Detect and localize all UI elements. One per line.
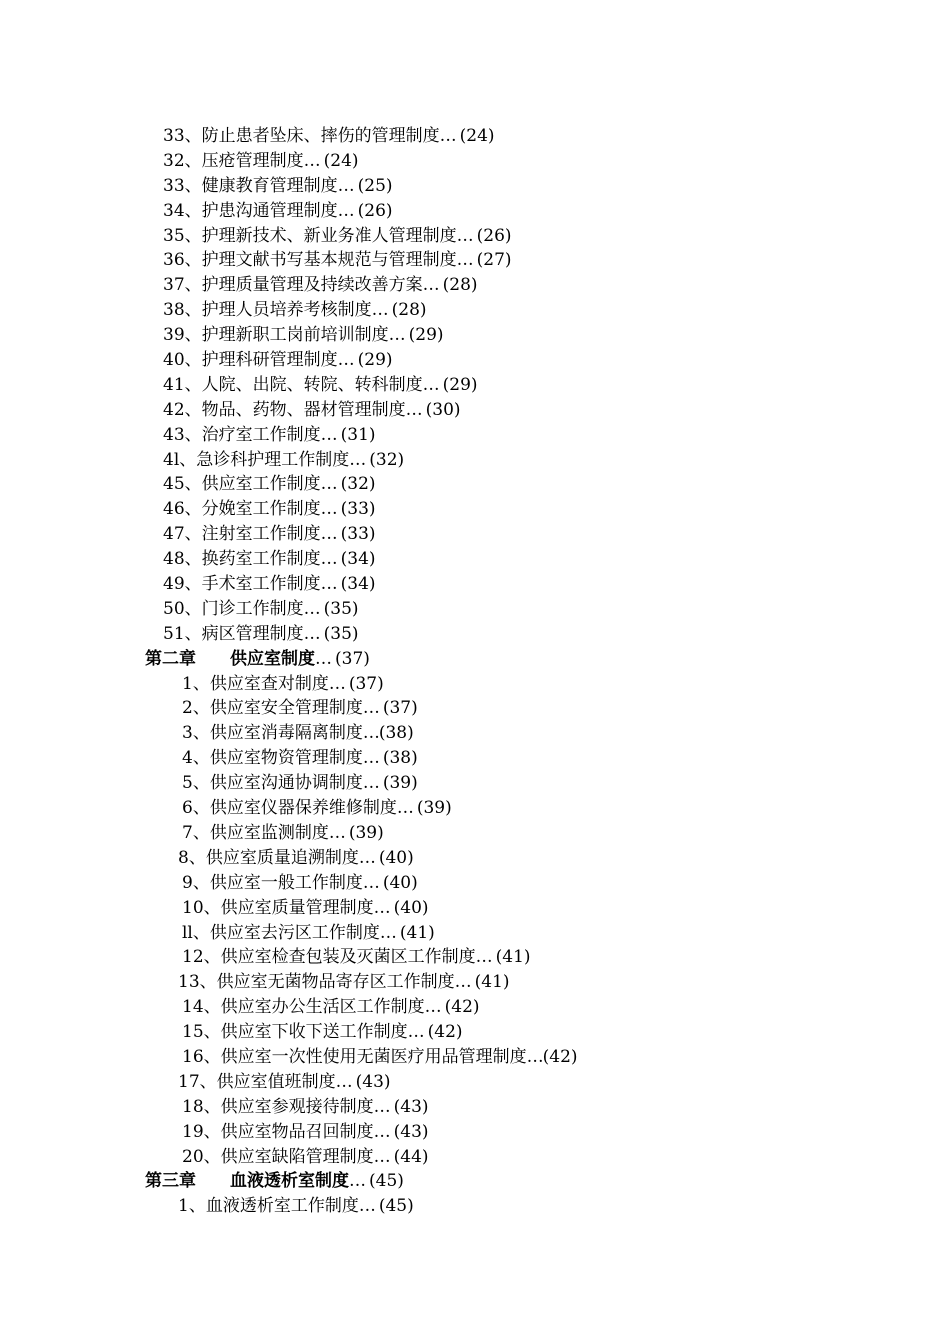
toc-page-number: (28)	[442, 275, 478, 296]
toc-page-number: (32)	[340, 474, 376, 495]
toc-entry-label: 41、人院、出院、转院、转科制度	[163, 374, 423, 395]
toc-page-number: (39)	[416, 798, 452, 819]
toc-entry-label: 3、供应室消毒隔离制度	[182, 723, 363, 744]
dot-leader: …	[373, 1121, 390, 1142]
toc-entry-label: 37、护理质量管理及持续改善方案	[163, 275, 423, 296]
toc-entry-row	[0, 821, 950, 846]
toc-page-number: (33)	[340, 499, 376, 520]
dot-leader: …	[320, 424, 337, 445]
toc-entry-label: 36、护理文献书写基本规范与管理制度	[163, 250, 457, 271]
dot-leader: …	[358, 847, 375, 868]
toc-page-number: (39)	[348, 822, 384, 843]
toc-entry-row	[0, 323, 950, 348]
toc-entry-row	[0, 921, 950, 946]
toc-entry-label: 47、注射室工作制度	[163, 524, 321, 545]
toc-entry-label: 1、血液透析室工作制度	[178, 1196, 359, 1217]
toc-entry-label: 7、供应室监测制度	[182, 822, 329, 843]
dot-leader: …	[373, 1146, 390, 1167]
toc-entry-label: 6、供应室仪器保养维修制度	[182, 798, 397, 819]
dot-leader: …	[362, 748, 379, 769]
toc-entry-row	[0, 149, 950, 174]
dot-leader: …	[362, 698, 379, 719]
toc-entry-row	[0, 248, 950, 273]
dot-leader: …	[422, 275, 439, 296]
toc-page-number: (37)	[335, 648, 370, 669]
toc-entry-label: 20、供应室缺陷管理制度	[182, 1146, 374, 1167]
toc-entry-row	[0, 597, 950, 622]
toc-page-number: (28)	[391, 300, 427, 321]
toc-page-number: (41)	[474, 972, 510, 993]
toc-entry-row	[0, 199, 950, 224]
toc-entry-label: 33、健康教育管理制度	[163, 175, 338, 196]
dot-leader: …	[337, 350, 354, 371]
toc-page-number: (26)	[476, 225, 512, 246]
toc-entry-row	[0, 721, 950, 746]
dot-leader: …	[303, 598, 320, 619]
toc-page-number: (35)	[323, 623, 359, 644]
dot-leader: …	[396, 798, 413, 819]
toc-entry-row	[0, 547, 950, 572]
toc-page-number: (26)	[357, 200, 393, 221]
dot-leader: …	[320, 524, 337, 545]
dot-leader: …	[422, 374, 439, 395]
toc-page-number: (41)	[399, 922, 435, 943]
toc-page-number: (40)	[378, 847, 414, 868]
toc-page-number: (40)	[393, 897, 429, 918]
toc-entry-row	[0, 945, 950, 970]
toc-entry-row	[0, 348, 950, 373]
dot-leader: …	[373, 1096, 390, 1117]
toc-entry-row	[0, 1194, 950, 1219]
toc-page-number: (34)	[340, 574, 376, 595]
toc-page-number: (29)	[357, 350, 393, 371]
dot-leader: …	[358, 1196, 375, 1217]
toc-page-number: (37)	[348, 673, 384, 694]
toc-entry-row	[0, 398, 950, 423]
toc-entry-label: 第三章 血液透析室制度	[145, 1171, 349, 1192]
toc-entry-row	[0, 1045, 950, 1070]
toc-entry-row	[0, 448, 950, 473]
toc-page-number: (27)	[476, 250, 512, 271]
toc-entry-label: 46、分娩室工作制度	[163, 499, 321, 520]
toc-entry-row	[0, 696, 950, 721]
dot-leader: …	[371, 300, 388, 321]
toc-entry-label: 33、防止患者坠床、摔伤的管理制度	[163, 126, 440, 146]
table-of-contents	[0, 124, 950, 1219]
toc-page-number: (31)	[340, 424, 376, 445]
dot-leader: …	[388, 325, 405, 346]
toc-entry-label: 38、护理人员培养考核制度	[163, 300, 372, 321]
dot-leader: …	[303, 623, 320, 644]
toc-entry-row	[0, 622, 950, 647]
dot-leader: …	[328, 673, 345, 694]
toc-page-number: (24)	[323, 150, 359, 171]
toc-entry-label: 13、供应室无菌物品寄存区工作制度	[178, 972, 455, 993]
toc-page-number: (38)	[378, 723, 414, 744]
toc-page-number: (24)	[459, 126, 495, 146]
toc-page-number: (29)	[442, 374, 478, 395]
toc-page-number: (32)	[369, 449, 405, 470]
toc-entry-row	[0, 373, 950, 398]
toc-page-number: (44)	[393, 1146, 429, 1167]
dot-leader: …	[337, 175, 354, 196]
toc-entry-row	[0, 746, 950, 771]
toc-page-number: (43)	[393, 1121, 429, 1142]
toc-entry-label: 45、供应室工作制度	[163, 474, 321, 495]
toc-entry-label: 51、病区管理制度	[163, 623, 304, 644]
toc-page-number: (34)	[340, 549, 376, 570]
toc-page-number: (45)	[369, 1171, 404, 1192]
toc-entry-label: 14、供应室办公生活区工作制度	[182, 997, 425, 1018]
toc-entry-label: 17、供应室值班制度	[178, 1071, 336, 1092]
toc-entry-row	[0, 1020, 950, 1045]
toc-entry-label: 32、压疮管理制度	[163, 150, 304, 171]
toc-entry-label: 第二章 供应室制度	[145, 648, 315, 669]
toc-page-number: (43)	[393, 1096, 429, 1117]
dot-leader: …	[337, 200, 354, 221]
toc-page-number: (35)	[323, 598, 359, 619]
toc-entry-row	[0, 572, 950, 597]
dot-leader: …	[328, 822, 345, 843]
toc-entry-label: 19、供应室物品召回制度	[182, 1121, 374, 1142]
toc-entry-label: 48、换药室工作制度	[163, 549, 321, 570]
dot-leader: …	[335, 1071, 352, 1092]
dot-leader: …	[303, 150, 320, 171]
toc-entry-row	[0, 871, 950, 896]
toc-entry-row	[0, 1095, 950, 1120]
toc-page-number: (38)	[382, 748, 418, 769]
toc-entry-row	[0, 124, 950, 149]
toc-entry-row	[0, 771, 950, 796]
toc-page-number: (37)	[382, 698, 418, 719]
dot-leader: …	[362, 723, 379, 744]
toc-entry-label: 35、护理新技术、新业务准人管理制度	[163, 225, 457, 246]
toc-entry-label: 40、护理科研管理制度	[163, 350, 338, 371]
toc-entry-label: 43、治疗室工作制度	[163, 424, 321, 445]
dot-leader: …	[320, 499, 337, 520]
toc-entry-row	[0, 174, 950, 199]
dot-leader: …	[349, 1171, 365, 1192]
toc-entry-row	[0, 224, 950, 249]
toc-entry-label: 39、护理新职工岗前培训制度	[163, 325, 389, 346]
toc-entry-row	[0, 1120, 950, 1145]
toc-chapter-row	[0, 1169, 950, 1194]
toc-page-number: (43)	[355, 1071, 391, 1092]
toc-page-number: (39)	[382, 773, 418, 794]
toc-entry-row	[0, 1070, 950, 1095]
toc-page-number: (42)	[542, 1046, 578, 1067]
toc-entry-label: 1、供应室查对制度	[182, 673, 329, 694]
toc-entry-label: 49、手术室工作制度	[163, 574, 321, 595]
toc-entry-label: 12、供应室检查包装及灭菌区工作制度	[182, 947, 476, 968]
toc-entry-row	[0, 970, 950, 995]
toc-entry-row	[0, 472, 950, 497]
dot-leader: …	[379, 922, 396, 943]
toc-page-number: (33)	[340, 524, 376, 545]
dot-leader: …	[405, 399, 422, 420]
toc-chapter-row	[0, 647, 950, 672]
toc-entry-row	[0, 522, 950, 547]
toc-page-number: (41)	[495, 947, 531, 968]
toc-page-number: (42)	[427, 1022, 463, 1043]
toc-page-number: (40)	[382, 872, 418, 893]
dot-leader: …	[315, 648, 331, 669]
toc-entry-label: ll、供应室去污区工作制度	[182, 922, 380, 943]
toc-page-number: (30)	[425, 399, 461, 420]
dot-leader: …	[320, 474, 337, 495]
dot-leader: …	[362, 773, 379, 794]
toc-entry-row	[0, 896, 950, 921]
toc-page-number: (29)	[408, 325, 444, 346]
dot-leader: …	[526, 1046, 543, 1067]
toc-entry-label: 42、物品、药物、器材管理制度	[163, 399, 406, 420]
toc-entry-label: 5、供应室沟通协调制度	[182, 773, 363, 794]
toc-entry-label: 18、供应室参观接待制度	[182, 1096, 374, 1117]
dot-leader: …	[407, 1022, 424, 1043]
dot-leader: …	[439, 126, 456, 146]
dot-leader: …	[349, 449, 366, 470]
toc-entry-row	[0, 497, 950, 522]
dot-leader: …	[454, 972, 471, 993]
toc-entry-label: 4、供应室物资管理制度	[182, 748, 363, 769]
toc-entry-row	[0, 298, 950, 323]
dot-leader: …	[456, 225, 473, 246]
toc-entry-row	[0, 1145, 950, 1170]
toc-entry-label: 15、供应室下收下送工作制度	[182, 1022, 408, 1043]
dot-leader: …	[424, 997, 441, 1018]
toc-entry-label: 8、供应室质量追溯制度	[178, 847, 359, 868]
dot-leader: …	[475, 947, 492, 968]
dot-leader: …	[362, 872, 379, 893]
toc-page-number: (42)	[444, 997, 480, 1018]
toc-entry-label: 4l、急诊科护理工作制度	[163, 449, 350, 470]
toc-entry-row	[0, 796, 950, 821]
toc-entry-label: 34、护患沟通管理制度	[163, 200, 338, 221]
toc-page-number: (45)	[378, 1196, 414, 1217]
toc-entry-row	[0, 273, 950, 298]
toc-entry-label: 50、门诊工作制度	[163, 598, 304, 619]
toc-entry-row	[0, 995, 950, 1020]
dot-leader: …	[320, 549, 337, 570]
toc-entry-row	[0, 672, 950, 697]
toc-page-number: (25)	[357, 175, 393, 196]
toc-entry-row	[0, 423, 950, 448]
toc-entry-label: 2、供应室安全管理制度	[182, 698, 363, 719]
dot-leader: …	[456, 250, 473, 271]
toc-entry-label: 16、供应室一次性使用无菌医疗用品管理制度	[182, 1046, 527, 1067]
dot-leader: …	[373, 897, 390, 918]
toc-entry-label: 9、供应室一般工作制度	[182, 872, 363, 893]
toc-entry-row	[0, 846, 950, 871]
toc-entry-label: 10、供应室质量管理制度	[182, 897, 374, 918]
dot-leader: …	[320, 574, 337, 595]
